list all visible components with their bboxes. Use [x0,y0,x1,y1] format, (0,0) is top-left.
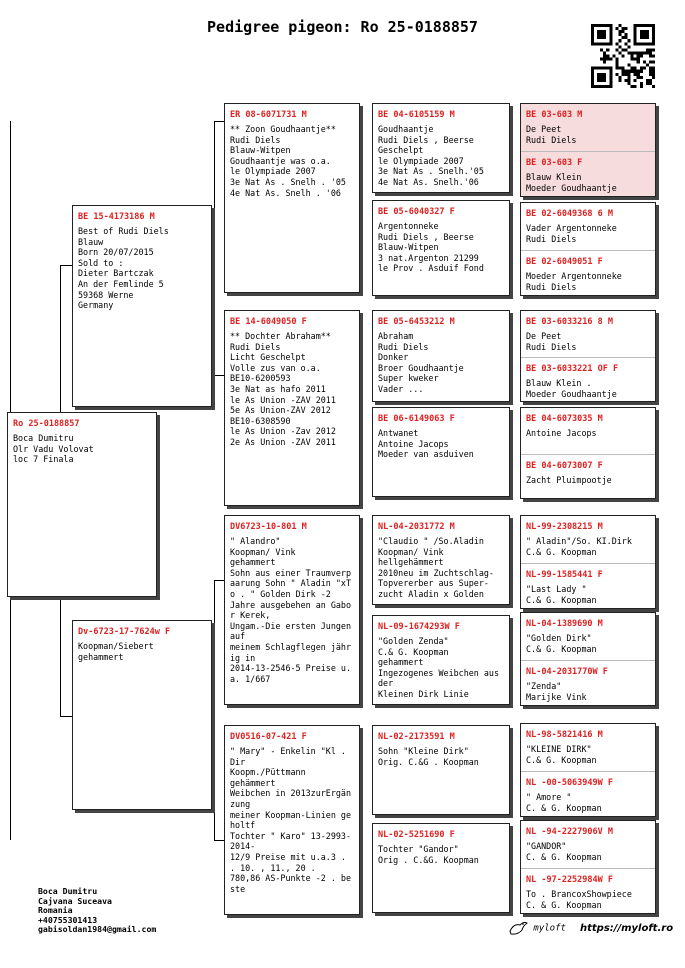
info-line: 59368 Werne [78,289,134,300]
ring-number: DV6723-10-801 M [230,522,307,532]
subject-pigeon-card[interactable] [7,412,157,597]
info-line: Born 20/07/2015 [78,247,154,258]
ring-number: BE 06-6149063 F [378,414,455,424]
info-line: Donker [378,352,409,363]
info-line: Sohn aus einer Traumverp [230,567,352,578]
ancestor-pair-card [520,310,656,402]
info-line: Topvererber aus Super- [378,578,489,589]
pigeon-info [521,630,655,654]
info-line: 4e Nat As. Snelh.'06 [378,176,479,187]
pigeon-info [373,218,509,274]
male-ancestor[interactable] [521,724,655,771]
info-line: gehämmert [230,777,276,788]
pigeon-info [373,633,509,700]
info-line: Blauw Klein [526,172,582,182]
ancestor-pair-card [520,407,656,499]
ring-number: NL-04-2031772 M [378,522,455,532]
info-line: gehammert [78,651,124,662]
info-line: Licht Geschelpt [230,352,306,363]
pigeon-info [373,841,509,865]
info-line: Ingezogenes Weibchen aus [378,667,500,678]
ring-number: BE 04-6073007 F [526,461,603,471]
info-line: Antoine Jacops [526,428,597,438]
info-line: Rudi Diels [526,233,577,244]
pigeon-logo-icon [508,919,528,937]
sire-card[interactable] [72,205,212,407]
pigeon-info [521,121,655,145]
info-line: Rudi Diels [230,341,281,352]
info-line: ** Dochter Abraham** [230,331,331,341]
info-line: 2010neu im Zuchtschlag- [378,567,494,578]
info-line: 5e As Union-ZAV 2012 [230,405,331,416]
info-line: Vader Argentonneke [526,223,617,233]
pigeon-info [521,678,655,702]
male-ancestor[interactable] [521,104,655,151]
female-ancestor[interactable] [521,563,655,609]
dam-card[interactable] [72,620,212,810]
qr-code-icon [591,24,655,88]
connector-line [214,121,215,375]
info-line: " Amore " [526,792,572,802]
info-line: Rudi Diels [526,341,577,352]
pigeon-info [521,741,655,765]
info-line: 780,86 AS-Punkte -2 . be [230,873,352,884]
info-line: Zacht Pluimpootje [526,475,612,485]
info-line: loc 7 Finala [13,454,74,465]
info-line: auf [230,631,246,642]
info-line: "KLEINE DIRK" [526,744,592,754]
info-line: a. 1/667 [230,673,271,684]
info-line: C.& G. Koopman [526,643,597,654]
info-line: Sohn "Kleine Dirk" [378,746,469,756]
female-ancestor[interactable] [521,771,655,817]
ring-number: Dv-6723-17-7624w F [78,627,171,637]
pigeon-info [521,375,655,399]
connector-line [214,840,224,841]
great-grandparent-card[interactable] [372,515,510,605]
info-line: Best of Rudi Diels [78,226,169,236]
info-line: ig in [230,652,256,663]
info-line: aarung Sohn " Aladin "xT [230,578,352,589]
female-ancestor[interactable] [521,151,655,197]
info-line: der [378,678,394,689]
breeder-city: Cajvana Suceava [38,895,112,906]
info-line: meinem Schlagflegen jähr [230,641,352,652]
info-line: Moeder van asduiven [378,449,474,460]
info-line: holtf [230,820,256,831]
info-line: Kleinen Dirk Linie [378,688,469,699]
ring-number: NL-99-2308215 M [526,522,603,532]
ring-number: NL-99-1585441 F [526,570,603,580]
male-ancestor[interactable] [521,613,655,660]
info-line: ** Zoon Goudhaantje** [230,124,336,134]
info-line: "Golden Zenda" [378,636,449,646]
ring-number: BE 05-6453212 M [378,317,455,327]
female-ancestor[interactable] [521,868,655,914]
info-line: Tochter "Gandor" [378,844,459,854]
info-line: C. & G. Koopman [526,851,602,862]
great-grandparent-card[interactable] [372,615,510,705]
info-line: le Olympiade 2007 [230,166,316,177]
pigeon-info [225,533,359,684]
info-line: Orig. C.&G . Koopman [378,756,479,767]
info-line: " Aladin"/So. KI.Dirk [526,536,632,546]
info-line: Rudi Diels , Beerse [378,134,474,145]
info-line: Blauw [78,236,104,247]
great-grandparent-card[interactable] [372,103,510,193]
info-line: gehammert [378,657,424,668]
ring-number: ER 08-6071731 M [230,110,307,120]
ancestor-pair-card [520,515,656,609]
pigeon-info [373,121,509,188]
info-line: Koopman/ Vink [378,546,444,557]
pigeon-info [373,328,509,395]
info-line: 12/9 Preise mit u.a.3 . [230,851,346,862]
info-line: Antoine Jacops [378,438,449,449]
connector-line [60,265,72,266]
info-line: Moeder Goudhaantje [526,182,617,193]
info-line: 4e Nat As. Snelh . '06 [230,187,341,198]
grandparent-card[interactable] [224,515,360,705]
great-grandparent-card[interactable] [372,407,510,497]
info-line: Olr Vadu Volovat [13,443,94,454]
info-line: Moeder Goudhaantje [526,388,617,399]
info-line: Dieter Bartczak [78,268,154,279]
info-line: . 10. , 11., 20 . [230,862,316,873]
ring-number: NL-02-2173591 M [378,732,455,742]
male-ancestor[interactable] [521,516,655,563]
pigeon-info [521,533,655,557]
pigeon-info [521,581,655,605]
ancestor-pair-card [520,103,656,197]
info-line: Goudhaantje [378,124,434,134]
info-line: 2014-13-2546-5 Preise u. [230,663,352,674]
page-title: Pedigree pigeon: Ro 25-0188857 [207,18,478,36]
info-line: Geschelpt [378,145,424,156]
breeder-phone: +40755301413 [38,914,98,925]
info-line: Koopman/Siebert [78,641,154,651]
ring-number: NL -97-2252984W F [526,875,613,885]
great-grandparent-card[interactable] [372,310,510,402]
male-ancestor[interactable] [521,408,655,454]
breeder-name: Boca Dumitru [38,886,98,896]
ancestor-pair-card [520,820,656,914]
ring-number: BE 03-603 F [526,158,583,168]
info-line: C.& G. Koopman [526,546,597,557]
info-line: Germany [78,300,114,311]
pigeon-info [8,430,156,465]
info-line: Blauw-Witpen [378,242,439,253]
info-line: o . " Golden Dirk -2 [230,588,331,599]
info-line: "Golden Dirk" [526,633,592,643]
pigeon-info [225,328,359,448]
info-line: 2014- [230,841,256,852]
info-line: 2e As Union -ZAV 2011 [230,436,336,447]
breeder-contact [38,887,156,935]
ring-number: BE 02-6049051 F [526,257,603,267]
ring-number: BE 02-6049368 6 M [526,209,613,219]
info-line: Marijke Vink [526,691,587,702]
info-line: To . BrancoxShowpiece [526,889,632,899]
ring-number: NL-02-5251690 F [378,830,455,840]
ring-number: Ro 25-0188857 [13,419,80,429]
grandparent-card[interactable] [224,310,360,506]
pigeon-info [373,425,509,460]
info-line: Blauw Klein . [526,378,592,388]
info-line: 3 nat.Argenton 21299 [378,252,479,263]
ring-number: BE 03-6033216 8 M [526,317,613,327]
info-line: BE10-6308590 [230,415,291,426]
info-line: Antwanet [378,428,419,438]
ring-number: BE 05-6040327 F [378,207,455,217]
info-line: "GANDOR" [526,841,567,851]
ring-number: NL-04-1389690 M [526,619,603,629]
pigeon-info [73,638,211,662]
pigeon-info [373,533,509,600]
info-line: C. & G. Koopman [526,802,602,813]
ancestor-pair-card [520,612,656,706]
pigeon-info [225,743,359,894]
pigeon-info [521,886,655,910]
ring-number: NL-09-1674293W F [378,622,460,632]
pigeon-info [373,743,509,767]
ancestor-pair-card [520,202,656,296]
info-line: ste [230,883,246,894]
info-line: le Olympiade 2007 [378,155,464,166]
pigeon-info [521,838,655,862]
female-ancestor[interactable] [521,250,655,296]
pigeon-info [521,328,655,352]
ring-number: DV0516-07-421 F [230,732,307,742]
info-line: 3e Nat as hafo 2011 [230,383,326,394]
info-line: Super kweker [378,373,439,384]
brand-logo [508,919,566,937]
ring-number: NL-04-2031770W F [526,667,608,677]
male-ancestor[interactable] [521,203,655,250]
info-line: Sold to : [78,257,124,268]
info-line: Rudi Diels [230,134,281,145]
info-line: Rudi Diels [526,134,577,145]
info-line: Goudhaantje was o.a. [230,155,331,166]
info-line: "Zenda" [526,681,562,691]
ring-number: BE 03-6033221 OF F [526,364,619,374]
info-line: Boca Dumitru [13,433,74,443]
info-line: Abraham [378,331,414,341]
pigeon-info [521,268,655,292]
ring-number: BE 04-6105159 M [378,110,455,120]
info-line: Tochter " Karo" 13-2993- [230,830,352,841]
info-line: Koopm./Püttmann [230,767,306,778]
info-line: r Kerek, [230,610,271,621]
info-line: hellgehämmert [378,557,444,568]
info-line: le As Union -Zav 2012 [230,426,336,437]
info-line: gehammert [230,557,276,568]
male-ancestor[interactable] [521,311,655,357]
info-line: Ungam.-Die ersten Jungen [230,620,352,631]
info-line: C.& G. Koopman [378,646,449,657]
info-line: BE10-6200593 [230,373,291,384]
ring-number: BE 03-603 M [526,110,583,120]
info-line: meiner Koopman-Linien ge [230,809,352,820]
breeder-email[interactable]: gabisoldan1984@gmail.com [38,924,157,935]
grandparent-card[interactable] [224,103,360,293]
ring-number: NL-98-5821416 M [526,730,603,740]
ring-number: NL -94-2227906V M [526,827,613,837]
ancestor-pair-card [520,723,656,817]
male-ancestor[interactable] [521,821,655,868]
ring-number: BE 04-6073035 M [526,414,603,424]
ring-number: BE 14-6049050 F [230,317,307,327]
info-line: 3e Nat As . Snelh . '05 [230,176,346,187]
info-line: De Peet [526,124,562,134]
connector-line [214,121,224,122]
pigeon-info [521,789,655,813]
grandparent-card[interactable] [224,725,360,915]
pigeon-info [521,169,655,193]
info-line: zung [230,798,251,809]
female-ancestor[interactable] [521,357,655,402]
info-line: Koopman/ Vink [230,546,296,557]
ring-number: NL -00-5063949W F [526,778,613,788]
info-line: An der Femlinde 5 [78,278,164,289]
info-line: Weibchen in 2013zurErgän [230,788,352,799]
great-grandparent-card[interactable] [372,200,510,296]
pigeon-info [521,472,655,486]
pigeon-info [73,223,211,311]
info-line: Vader ... [378,383,424,394]
info-line: le As Union -ZAV 2011 [230,394,336,405]
info-line: C.& G. Koopman [526,754,597,765]
brand-name: myloft [533,923,566,934]
info-line: Rudi Diels [526,281,577,292]
info-line: Blauw-Witpen [230,145,291,156]
female-ancestor[interactable] [521,660,655,706]
info-line: Moeder Argentonneke [526,271,622,281]
connector-line [60,716,72,717]
info-line: Rudi Diels , Beerse [378,231,474,242]
info-line: Broer Goudhaantje [378,362,464,373]
connector-line [214,375,224,376]
info-line: C. & G. Koopman [526,899,602,910]
info-line: "Last Lady " [526,584,587,594]
info-line: Orig . C.&G. Koopman [378,854,479,865]
female-ancestor[interactable] [521,454,655,499]
connector-line [214,580,215,840]
ring-number: BE 15-4173186 M [78,212,155,222]
great-grandparent-card[interactable] [372,823,510,913]
info-line: "Claudio " /So.Aladin [378,536,484,546]
info-line: De Peet [526,331,562,341]
info-line: C.& G. Koopman [526,594,597,605]
info-line: Volle zus van o.a. [230,362,321,373]
great-grandparent-card[interactable] [372,725,510,815]
info-line: Argentonneke [378,221,439,231]
pigeon-info [521,220,655,244]
info-line: 3e Nat As . Snelh.'05 [378,166,484,177]
connector-line [214,580,224,581]
info-line: " Mary" - Enkelin "Kl . [230,746,346,756]
brand-url-link[interactable]: https://myloft.ro [580,923,674,934]
breeder-country: Romania [38,905,73,916]
info-line: " Alandro" [230,536,281,546]
info-line: le Prov . Asduif Fond [378,263,484,274]
info-line: zucht Aladin x Golden [378,588,484,599]
pigeon-info [521,425,655,439]
info-line: Jahre ausgebehen an Gabo [230,599,352,610]
pigeon-info [225,121,359,198]
info-line: Rudi Diels [378,341,429,352]
info-line: Dir [230,756,246,767]
